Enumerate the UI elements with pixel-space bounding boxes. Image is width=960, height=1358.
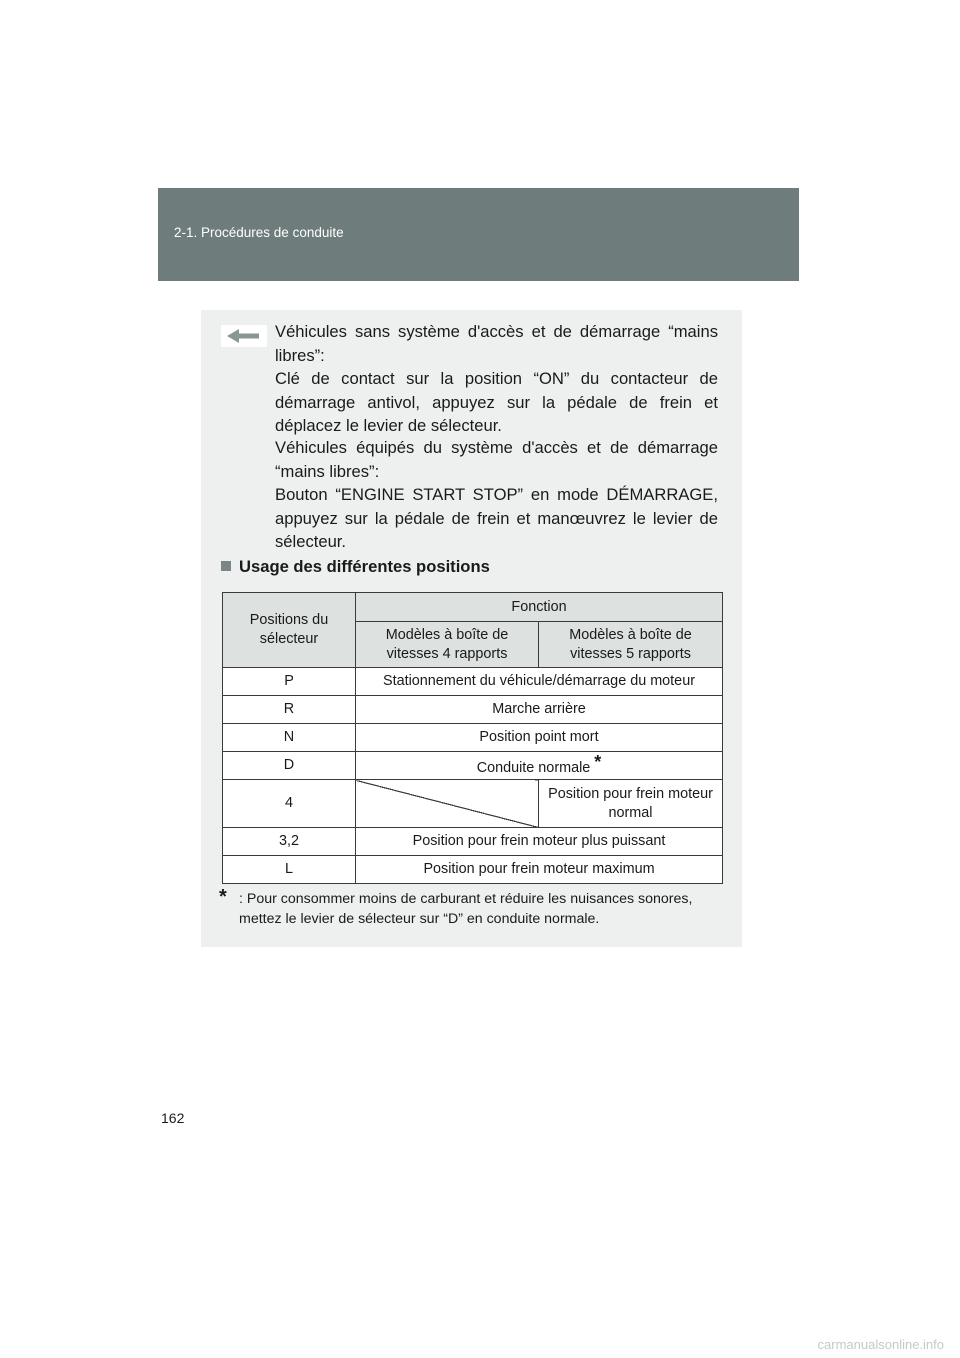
instruction-text: Bouton “ENGINE START STOP” en mode DÉMARRAGE, appuyez sur la pédale de frein et manœuvrez le levier de sélecteur. <box>275 485 718 551</box>
shift-positions-table <box>222 592 723 884</box>
function-cell <box>356 752 723 780</box>
table-row <box>223 856 723 884</box>
footnote-text: : Pour consommer moins de carburant et réduire les nuisances sonores, mettez le levier de sélecteur sur “D” en conduite normale. <box>239 891 693 927</box>
position-cell: P <box>223 668 356 696</box>
function-cell: Stationnement du véhicule/démarrage du moteur <box>356 668 723 696</box>
position-cell: N <box>223 724 356 752</box>
function-cell: Position pour frein moteur normal <box>539 780 723 828</box>
position-cell: 3,2 <box>223 828 356 856</box>
table-row <box>223 752 723 780</box>
header-positions: Positions du sélecteur <box>223 593 356 668</box>
function-cell: Position point mort <box>356 724 723 752</box>
back-arrow-icon <box>221 325 267 347</box>
position-cell: R <box>223 696 356 724</box>
table-row <box>223 828 723 856</box>
instruction-text: Clé de contact sur la position “ON” du contacteur de démarrage antivol, appuyez sur la pédale de frein et déplacez le levier de sélecteur. <box>275 369 718 435</box>
header-5speed: Modèles à boîte de vitesses 5 rapports <box>539 622 723 668</box>
function-cell: Marche arrière <box>356 696 723 724</box>
section-heading-text: Usage des différentes positions <box>239 557 490 576</box>
footnote-marker: * <box>594 752 602 772</box>
footnote <box>219 886 724 929</box>
function-cell: Position pour frein moteur maximum <box>356 856 723 884</box>
function-cell: Position pour frein moteur plus puissant <box>356 828 723 856</box>
vehicle-condition-text: Véhicules sans système d'accès et de démarrage “mains libres”: <box>275 322 718 365</box>
not-applicable-cell <box>356 780 539 828</box>
vehicle-condition-text: Véhicules équipés du système d'accès et de démarrage “mains libres”: <box>275 438 718 481</box>
section-heading <box>221 557 490 577</box>
page-number: 162 <box>161 1110 185 1126</box>
position-cell: 4 <box>223 780 356 828</box>
header-function: Fonction <box>356 593 723 622</box>
watermark: carmanualsonline.info <box>817 1337 944 1352</box>
table-row <box>223 696 723 724</box>
function-text: Conduite normale <box>476 760 591 776</box>
position-cell: D <box>223 752 356 780</box>
chapter-header-band <box>158 188 799 281</box>
square-bullet-icon <box>221 561 231 571</box>
position-cell: L <box>223 856 356 884</box>
table-row <box>223 780 723 828</box>
table-row <box>223 724 723 752</box>
table-row <box>223 668 723 696</box>
chapter-title: 2-1. Procédures de conduite <box>174 225 344 240</box>
instruction-with-smart-key <box>275 436 718 554</box>
header-4speed: Modèles à boîte de vitesses 4 rapports <box>356 622 539 668</box>
footnote-star: * <box>219 886 227 908</box>
content-panel <box>201 310 742 947</box>
instruction-without-smart-key <box>275 320 718 438</box>
